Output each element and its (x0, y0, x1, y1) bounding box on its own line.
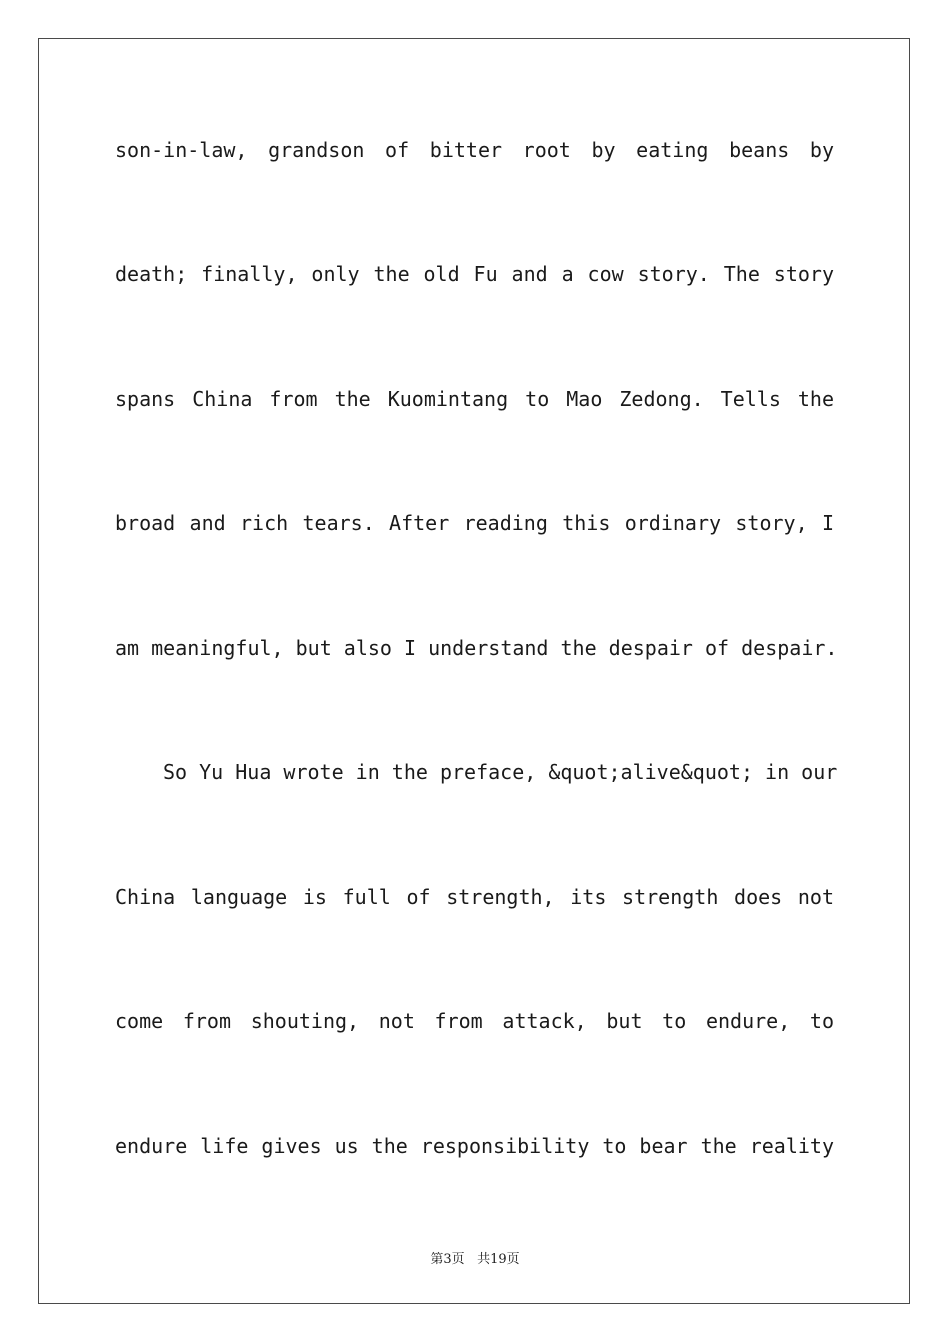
text-line: am meaningful, but also I understand the despair of despair. (115, 636, 838, 660)
text-line: broad and rich tears. After reading this ordinary story, I (115, 511, 834, 535)
paragraph-first-line: So Yu Hua wrote in the preface, &quot;alive&quot; in our (163, 760, 838, 784)
text-line: spans China from the Kuomintang to Mao Zedong. Tells the (115, 387, 834, 411)
page-total: 共19页 (477, 1252, 520, 1267)
page-border (38, 38, 910, 1304)
text-line: endure life gives us the responsibility to bear the reality (115, 1134, 834, 1158)
text-line: son-in-law, grandson of bitter root by eating beans by (115, 138, 834, 162)
page-number: 第3页 (430, 1252, 465, 1267)
text-line: China language is full of strength, its strength does not (115, 885, 834, 909)
text-line: come from shouting, not from attack, but to endure, to (115, 1009, 834, 1033)
text-line: death; finally, only the old Fu and a cow story. The story (115, 262, 834, 286)
page-footer (0, 1248, 950, 1267)
